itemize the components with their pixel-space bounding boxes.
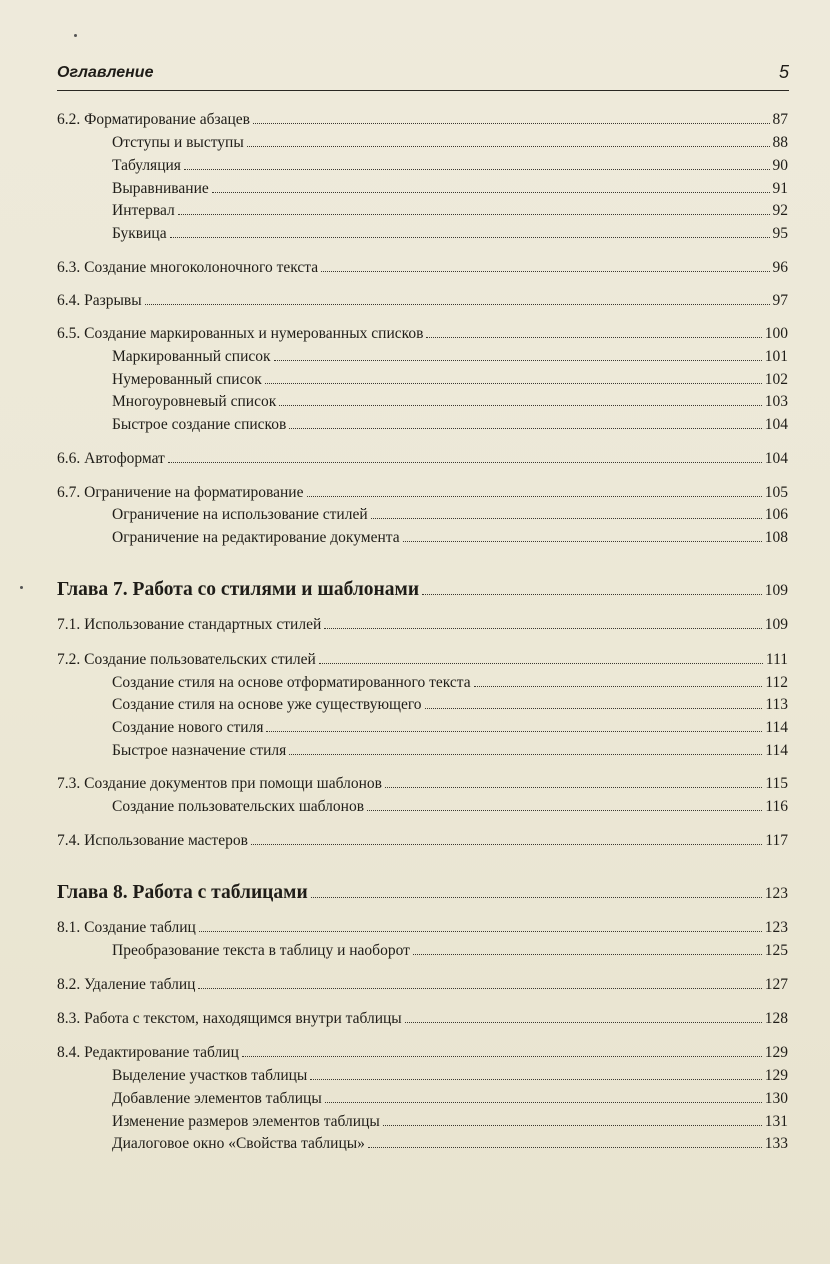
toc-entry-page: 131: [764, 1113, 788, 1130]
toc-entry-title: Интервал: [112, 202, 175, 219]
toc-subsection-entry: [112, 739, 788, 763]
toc-entry-title: Быстрое назначение стиля: [112, 742, 287, 759]
dot-leader: [319, 649, 763, 664]
toc-entry-title: Ограничение на редактирование документа: [112, 529, 400, 546]
toc-section-entry: [57, 829, 788, 853]
toc-entry-title: 8.3. Работа с текстом, находящимся внутри таблицы: [57, 1010, 402, 1027]
dot-leader: [307, 482, 762, 497]
toc-entry-page: 100: [764, 325, 788, 342]
toc-entry-title: Табуляция: [112, 157, 181, 174]
dot-leader: [367, 796, 762, 811]
toc-entry-page: 116: [765, 798, 788, 815]
toc-entry-title: Создание стиля на основе отформатированного текста: [112, 674, 471, 691]
dot-leader: [247, 132, 770, 147]
toc-subsection-entry: [112, 693, 788, 717]
toc-entry-title: Буквица: [112, 225, 167, 242]
toc-entry-title: Быстрое создание списков: [112, 416, 287, 433]
toc-entry-title: Глава 8. Работа с таблицами: [57, 882, 308, 903]
toc-subsection-entry: [112, 413, 788, 437]
toc-entry-page: 109: [764, 616, 788, 633]
dot-leader: [325, 1088, 762, 1103]
toc-entry-page: 114: [765, 742, 788, 759]
toc-entry-page: 102: [764, 371, 788, 388]
toc-entry-title: Создание пользовательских шаблонов: [112, 798, 365, 815]
toc-subsection-entry: [112, 1087, 788, 1111]
dot-leader: [242, 1042, 762, 1057]
dot-leader: [403, 527, 762, 542]
dot-leader: [426, 323, 761, 338]
toc-entry-page: 109: [764, 582, 788, 599]
dot-leader: [422, 580, 762, 595]
toc-section-entry: [57, 289, 788, 313]
dot-leader: [371, 504, 762, 519]
dot-leader: [405, 1008, 762, 1023]
toc-subsection-entry: [112, 345, 788, 369]
dot-leader: [265, 369, 762, 384]
toc-section-entry: [57, 108, 788, 132]
dot-leader: [289, 740, 762, 755]
dot-leader: [145, 290, 770, 305]
dot-leader: [253, 109, 770, 124]
toc-entry-page: 125: [764, 942, 788, 959]
toc-entry-title: 7.2. Создание пользовательских стилей: [57, 651, 316, 668]
toc-subsection-entry: [112, 131, 788, 155]
toc-entry-title: 6.7. Ограничение на форматирование: [57, 484, 304, 501]
dot-leader: [279, 391, 762, 406]
toc-entry-title: Добавление элементов таблицы: [112, 1090, 322, 1107]
dot-leader: [274, 346, 762, 361]
toc-entry-page: 113: [765, 696, 788, 713]
dot-leader: [199, 917, 762, 932]
toc-entry-page: 104: [764, 450, 788, 467]
toc-subsection-entry: [112, 368, 788, 392]
toc-entry-title: 6.3. Создание многоколоночного текста: [57, 259, 319, 276]
toc-entry-title: Создание нового стиля: [112, 719, 264, 736]
dot-leader: [168, 448, 762, 463]
toc-section-entry: [57, 322, 788, 346]
toc-entry-page: 111: [765, 651, 788, 668]
toc-entry-page: 117: [765, 832, 788, 849]
toc-entry-title: 8.1. Создание таблиц: [57, 919, 196, 936]
toc-section-entry: [57, 481, 788, 505]
toc-entry-page: 115: [765, 775, 788, 792]
toc-entry-title: 6.2. Форматирование абзацев: [57, 111, 250, 128]
dot-leader: [474, 672, 763, 687]
toc-entry-title: Преобразование текста в таблицу и наоборот: [112, 942, 410, 959]
dot-leader: [383, 1111, 762, 1126]
dot-leader: [251, 830, 762, 845]
toc-entry-title: Создание стиля на основе уже существующего: [112, 696, 422, 713]
dot-leader: [178, 200, 770, 215]
toc-subsection-entry: [112, 222, 788, 246]
toc-entry-title: Нумерованный список: [112, 371, 262, 388]
toc-entry-page: 101: [764, 348, 788, 365]
dot-leader: [289, 414, 761, 429]
toc-entry-title: 6.4. Разрывы: [57, 292, 142, 309]
toc-entry-page: 114: [765, 719, 788, 736]
dot-leader: [170, 223, 770, 238]
toc-entry-title: Отступы и выступы: [112, 134, 244, 151]
toc-entry-title: Глава 7. Работа со стилями и шаблонами: [57, 579, 420, 600]
toc-entry-title: 7.4. Использование мастеров: [57, 832, 248, 849]
scan-speck: [74, 34, 77, 37]
dot-leader: [198, 974, 761, 989]
toc-entry-page: 91: [772, 180, 788, 197]
dot-leader: [324, 614, 761, 629]
toc-subsection-entry: [112, 177, 788, 201]
toc-section-entry: [57, 648, 788, 672]
scan-speck: [20, 586, 23, 589]
toc-entry-page: 104: [764, 416, 788, 433]
toc-subsection-entry: [112, 1110, 788, 1134]
toc-section-entry: [57, 1007, 788, 1031]
toc-entry-page: 108: [764, 529, 788, 546]
toc-chapter-entry: [57, 881, 788, 905]
dot-leader: [321, 257, 769, 272]
toc-entry-page: 123: [764, 919, 788, 936]
dot-leader: [368, 1133, 762, 1148]
toc-entry-page: 123: [764, 885, 788, 902]
toc-subsection-entry: [112, 526, 788, 550]
toc-entry-title: 7.3. Создание документов при помощи шаблонов: [57, 775, 382, 792]
toc-entry-page: 106: [764, 506, 788, 523]
toc-entry-page: 130: [764, 1090, 788, 1107]
toc-entry-title: 6.6. Автоформат: [57, 450, 165, 467]
toc-subsection-entry: [112, 199, 788, 223]
toc-entry-page: 127: [764, 976, 788, 993]
running-header: [57, 62, 789, 91]
toc-section-entry: [57, 613, 788, 637]
toc-entry-title: 6.5. Создание маркированных и нумерованных списков: [57, 325, 424, 342]
toc-subsection-entry: [112, 1132, 788, 1156]
toc-entry-page: 92: [772, 202, 788, 219]
toc-entry-page: 129: [764, 1044, 788, 1061]
toc-subsection-entry: [112, 503, 788, 527]
dot-leader: [425, 694, 763, 709]
toc-entry-page: 103: [764, 393, 788, 410]
toc-section-entry: [57, 772, 788, 796]
toc-section-entry: [57, 973, 788, 997]
toc-entry-title: Маркированный список: [112, 348, 271, 365]
toc-entry-title: 8.4. Редактирование таблиц: [57, 1044, 239, 1061]
toc-subsection-entry: [112, 795, 788, 819]
toc-section-entry: [57, 1041, 788, 1065]
toc-entry-page: 90: [772, 157, 788, 174]
toc-entry-page: 112: [765, 674, 788, 691]
dot-leader: [311, 883, 762, 898]
toc-entry-page: 95: [772, 225, 788, 242]
toc-entry-page: 88: [772, 134, 788, 151]
toc-subsection-entry: [112, 716, 788, 740]
toc-entry-title: Выравнивание: [112, 180, 209, 197]
toc-section-entry: [57, 916, 788, 940]
toc-subsection-entry: [112, 154, 788, 178]
header-page-number: 5: [778, 62, 789, 82]
dot-leader: [266, 717, 762, 732]
toc-entry-page: 96: [772, 259, 788, 276]
toc-section-entry: [57, 256, 788, 280]
toc-entry-title: Выделение участков таблицы: [112, 1067, 308, 1084]
dot-leader: [413, 940, 762, 955]
header-title: Оглавление: [57, 64, 154, 81]
toc-entry-title: Многоуровневый список: [112, 393, 277, 410]
toc-subsection-entry: [112, 939, 788, 963]
toc-entry-page: 128: [764, 1010, 788, 1027]
toc-entry-title: Изменение размеров элементов таблицы: [112, 1113, 380, 1130]
toc-entry-page: 97: [772, 292, 788, 309]
toc-chapter-entry: [57, 578, 788, 602]
toc-entry-title: 8.2. Удаление таблиц: [57, 976, 196, 993]
dot-leader: [212, 178, 770, 193]
dot-leader: [184, 155, 770, 170]
toc-subsection-entry: [112, 671, 788, 695]
dot-leader: [310, 1065, 761, 1080]
toc-entry-page: 105: [764, 484, 788, 501]
toc-entry-title: Диалоговое окно «Свойства таблицы»: [112, 1135, 365, 1152]
toc-entry-page: 87: [772, 111, 788, 128]
toc-section-entry: [57, 447, 788, 471]
dot-leader: [385, 773, 762, 788]
toc-entry-title: Ограничение на использование стилей: [112, 506, 368, 523]
toc-entry-title: 7.1. Использование стандартных стилей: [57, 616, 322, 633]
toc-subsection-entry: [112, 1064, 788, 1088]
toc-entry-page: 129: [764, 1067, 788, 1084]
toc-entry-page: 133: [764, 1135, 788, 1152]
toc-subsection-entry: [112, 390, 788, 414]
